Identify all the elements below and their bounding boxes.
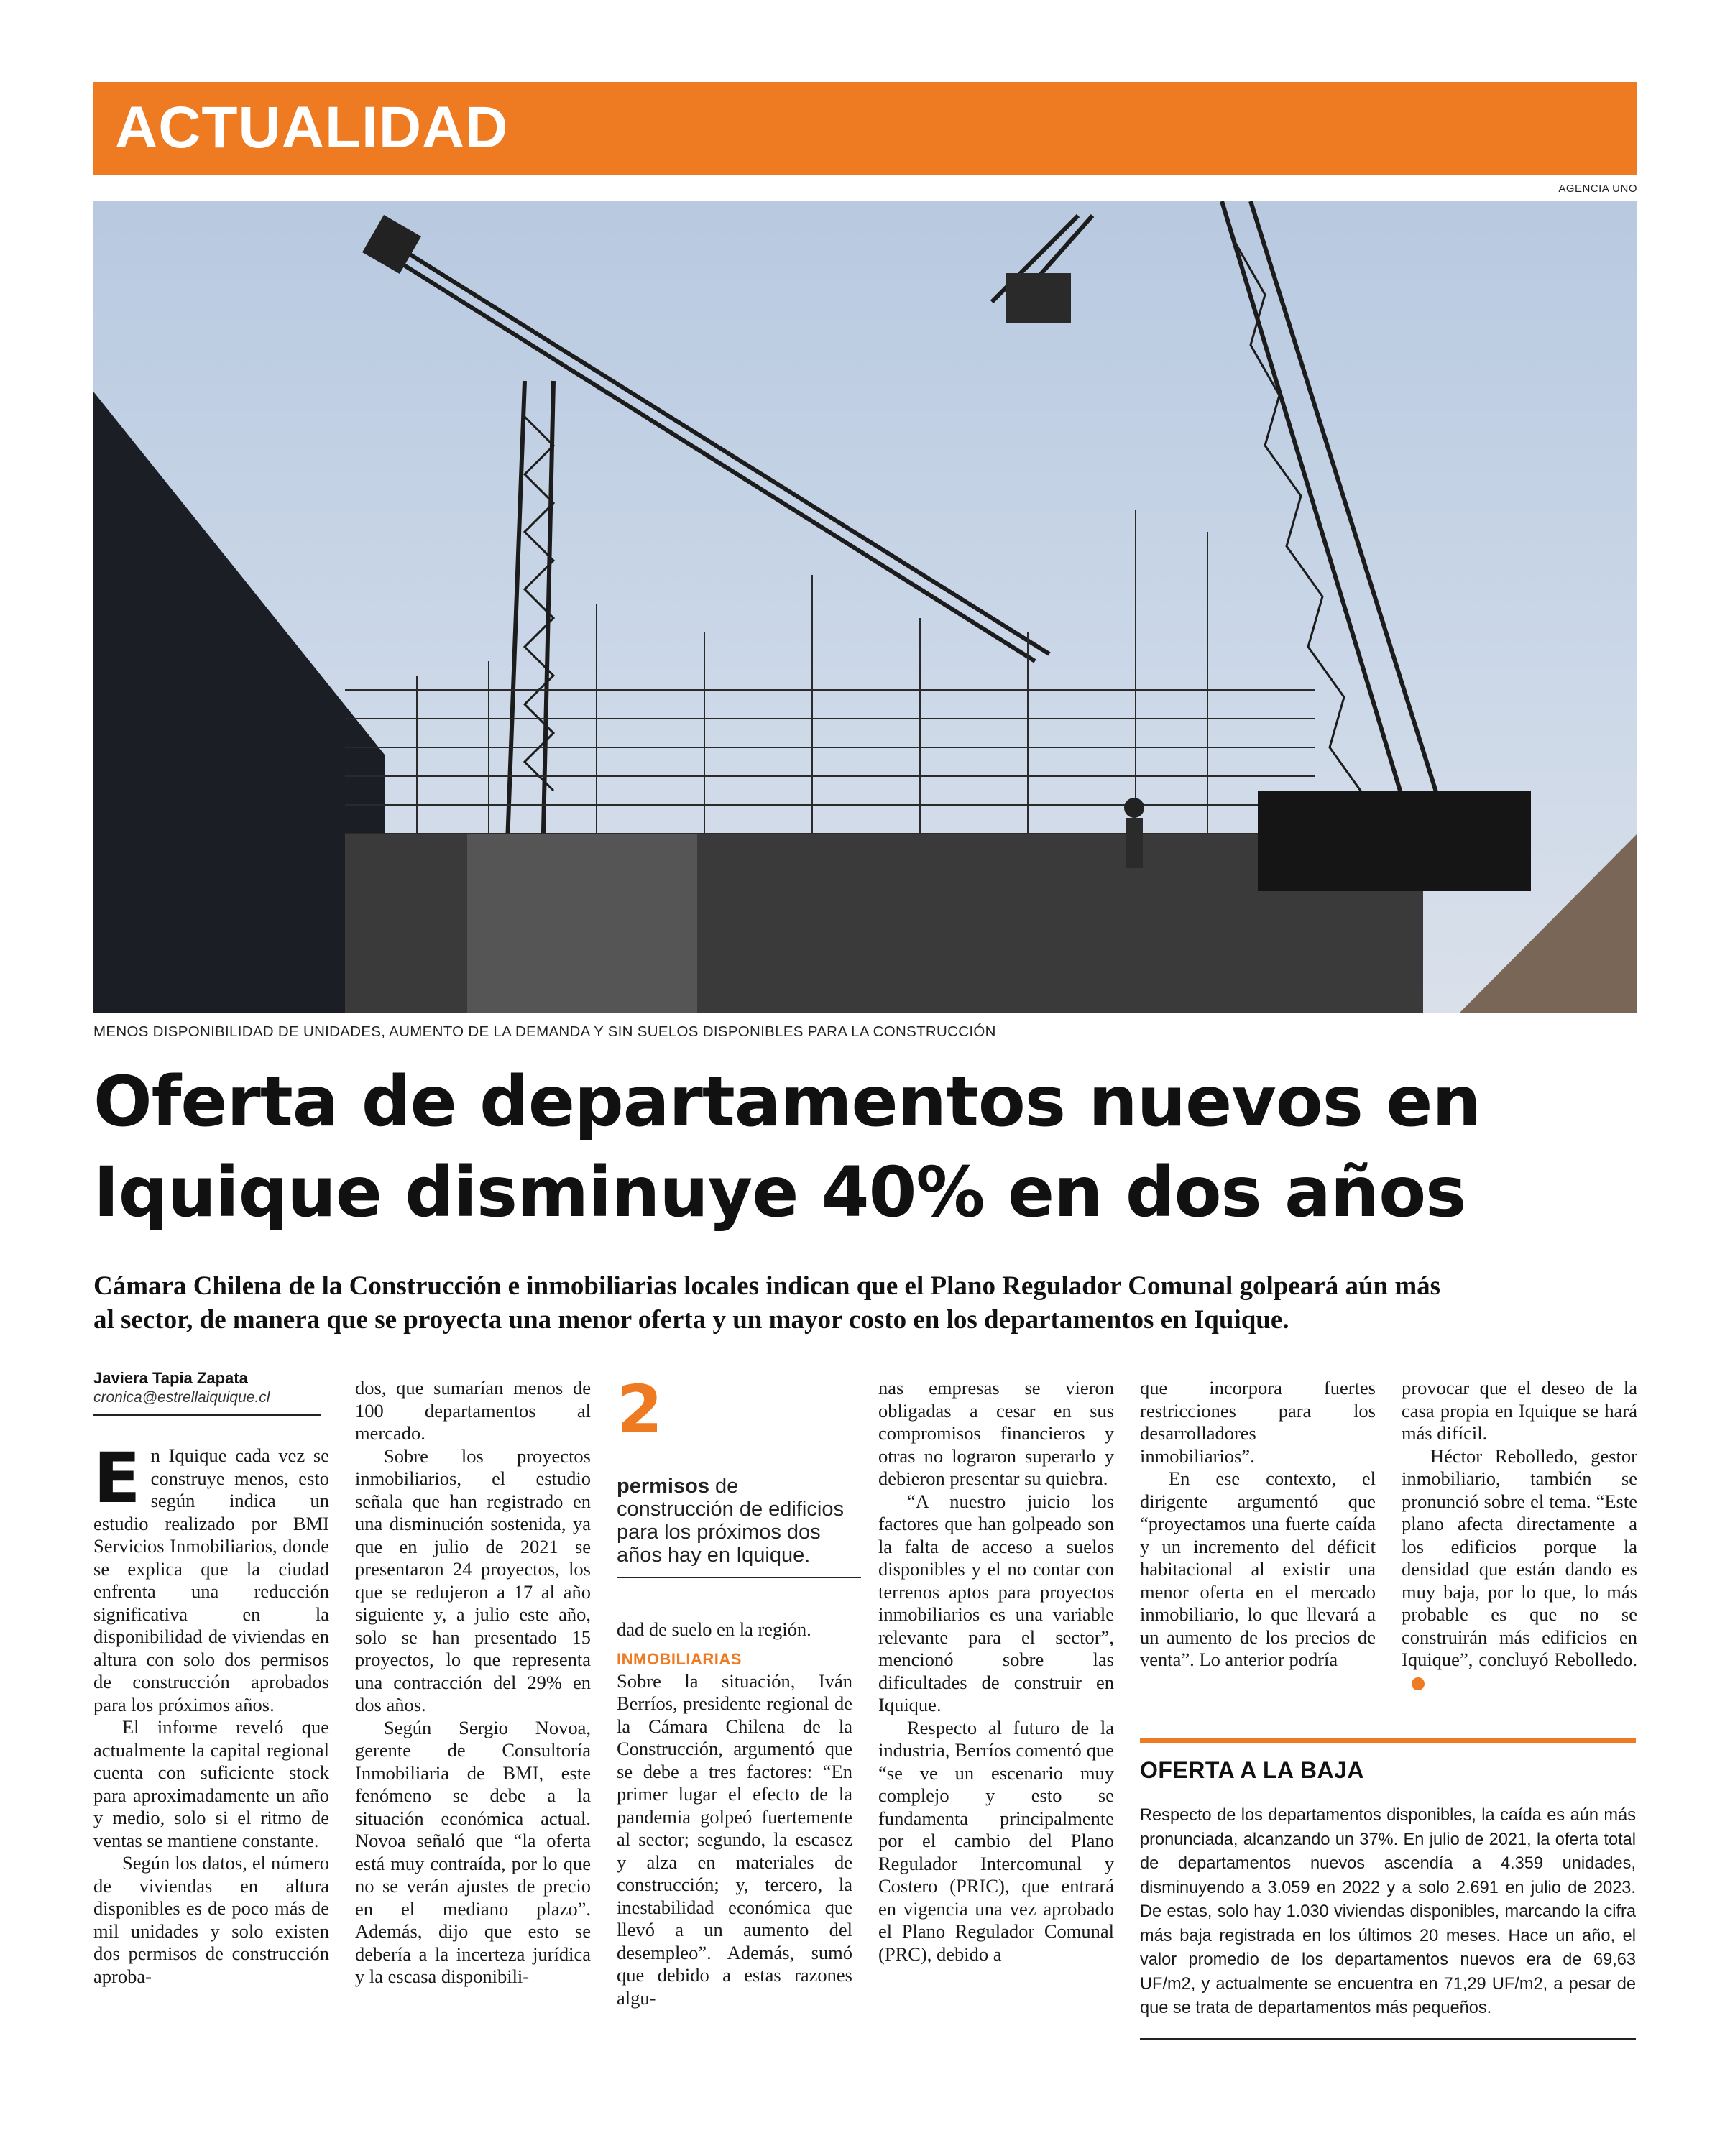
paragraph: Según los datos, el número de viviendas en altura disponibles es de poco más de mil unidades y solo existen dos permisos de construcción aproba- — [93, 1852, 329, 1987]
article-column-2 — [355, 1377, 591, 1989]
paragraph: dad de suelo en la región. — [617, 1618, 811, 1640]
author-email: cronica@estrellaiquique.cl — [93, 1389, 270, 1406]
paragraph — [93, 1438, 329, 1716]
paragraph: Sobre la situación, Iván Berríos, presidente regional de la Cámara Chilena de la Construcción, argumentó que se debe a tres factores: “En primer lugar el efecto de la pandemia golpeó fuertemente al sector; segundo, la escasez y alza en materiales de construcción; y, tercero, la inestabilidad económica que llevó a un aumento del desempleo”. Además, sumó que debido a estas razones algu- — [617, 1669, 852, 2009]
subhead: INMOBILIARIAS — [617, 1649, 742, 1668]
stat-text — [617, 1475, 861, 1578]
deck-line-1: Cámara Chilena de la Construcción e inmobiliarias locales indican que el Plano Regulador Comunal golpeará aún más — [93, 1271, 1441, 1301]
byline — [93, 1368, 321, 1416]
headline-line-2: Iquique disminuye 40% en dos años — [93, 1152, 1466, 1233]
article-column-4 — [878, 1377, 1114, 1966]
stat-bold: permisos — [617, 1475, 709, 1498]
paragraph: En ese contexto, el dirigente argumentó que “proyectamos una fuerte caída y un incremento del déficit habitacional al existir una menor oferta en el mercado inmobiliario, lo que llevará a un aumento de los precios de venta”. Lo anterior podría — [1140, 1468, 1376, 1670]
deck-line-2: al sector, de manera que se proyecta una menor oferta y un mayor costo en los departamentos en Iquique. — [93, 1305, 1289, 1335]
stat-number: 2 — [617, 1371, 663, 1448]
article-column-6 — [1402, 1377, 1637, 1694]
paragraph-text: n Iquique cada vez se construye menos, esto según indica un estudio realizado por BMI Servicios Inmobiliarios, donde se explica que la ciudad enfrenta una reducción significativa en la disponibilidad de viviendas en altura con solo dos permisos de construcción aprobados para los próximos años. — [93, 1445, 329, 1715]
end-of-article-icon — [1412, 1677, 1425, 1690]
paragraph: Sobre los proyectos inmobiliarios, el estudio señala que han registrado en una disminución sostenida, ya que en julio de 2021 se presentaron 24 proyectos, los que se redujeron a 17 al año siguiente y, a julio este año, solo se han presentado 15 proyectos, lo que representa una contracción del 29% en dos años. — [355, 1445, 591, 1715]
article-column-1 — [93, 1438, 329, 1988]
headline-line-1: Oferta de departamentos nuevos en — [93, 1061, 1481, 1142]
construction-cranes-photo — [93, 201, 1637, 1013]
sidebar-box-text: Respecto de los departamentos disponibles, la caída es aún más pronunciada, alcanzando un 37%. En julio de 2021, la oferta total de departamentos nuevos ascendía a 4.359 unidades, disminuyendo a 3.059 en 2022 y a solo 2.691 en julio de 2023. De estas, solo hay 1.030 viviendas disponibles, marcando la cifra más baja registrada en los últimos 20 meses. Hace un año, el valor promedio de los departamentos nuevos era de 69,63 UF/m2, y actualmente se encuentra en 71,29 UF/m2, a pesar de que se trata de departamentos más pequeños. — [1140, 1804, 1636, 2040]
article-column-3 — [617, 1618, 852, 2009]
section-header-bar — [93, 82, 1637, 175]
paragraph: que incorpora fuertes restricciones para los desarrolladores inmobiliarios”. — [1140, 1377, 1376, 1467]
paragraph: “A nuestro juicio los factores que han golpeado son la falta de acceso a suelos disponibles y el no contar con terrenos aptos para proyectos inmobiliarios es una variable relevante para el sector”, mencionó sobre las dificultades de construir en Iquique. — [878, 1490, 1114, 1715]
paragraph-text: Héctor Rebolledo, gestor inmobiliario, también se pronunció sobre el tema. “Este plano afecta directamente a los edificios porque la densidad que están dando es muy baja, por lo que, lo más probable es que no se construirán más edificios en Iquique”, concluyó Rebolledo. — [1402, 1445, 1637, 1670]
paragraph: nas empresas se vieron obligadas a cesar en sus compromisos financieros y otras no lograron superarlo y debieron presentar su quiebra. — [878, 1377, 1114, 1489]
article-column-5 — [1140, 1377, 1376, 1672]
section-label: ACTUALIDAD — [115, 95, 509, 160]
paragraph — [1402, 1445, 1637, 1695]
stat-rest: de construcción de edificios para los próximos dos años hay en Iquique. — [617, 1475, 844, 1567]
paragraph: El informe reveló que actualmente la capital regional cuenta con suficiente stock para aproximadamente un año y medio, solo si el ritmo de ventas se mantiene constante. — [93, 1716, 329, 1851]
headline — [93, 1056, 1646, 1238]
sidebar-box-title: OFERTA A LA BAJA — [1140, 1738, 1636, 1784]
paragraph: Según Sergio Novoa, gerente de Consultoría Inmobiliaria de BMI, este fenómeno se debe a la situación económica actual. Novoa señaló que “la oferta está muy contraída, por lo que no se verán ajustes de precio en el mediano plazo”. Además, dijo que esto se debería a la incerteza jurídica y la escasa disponibili- — [355, 1716, 591, 1987]
construction-scene-illustration — [93, 201, 1637, 1013]
paragraph: dos, que sumarían menos de 100 departamentos al mercado. — [355, 1377, 591, 1444]
drop-cap: E — [93, 1438, 141, 1519]
photo-caption: MENOS DISPONIBILIDAD DE UNIDADES, AUMENTO DE LA DEMANDA Y SIN SUELOS DISPONIBLES PARA LA CONSTRUCCIÓN — [93, 1023, 996, 1040]
photo-credit: AGENCIA UNO — [1558, 183, 1637, 195]
paragraph: Respecto al futuro de la industria, Berríos comentó que “se ve un escenario muy complejo y esto se fundamenta principalmente por el cambio del Plano Regulador Intercomunal y Costero (PRIC), que entrará en vigencia una vez aprobado el Plano Regulador Comunal (PRC), debido a — [878, 1716, 1114, 1965]
author-name: Javiera Tapia Zapata — [93, 1369, 248, 1387]
paragraph: provocar que el deseo de la casa propia en Iquique se hará más difícil. — [1402, 1377, 1637, 1444]
deck-subtitle — [93, 1269, 1646, 1337]
